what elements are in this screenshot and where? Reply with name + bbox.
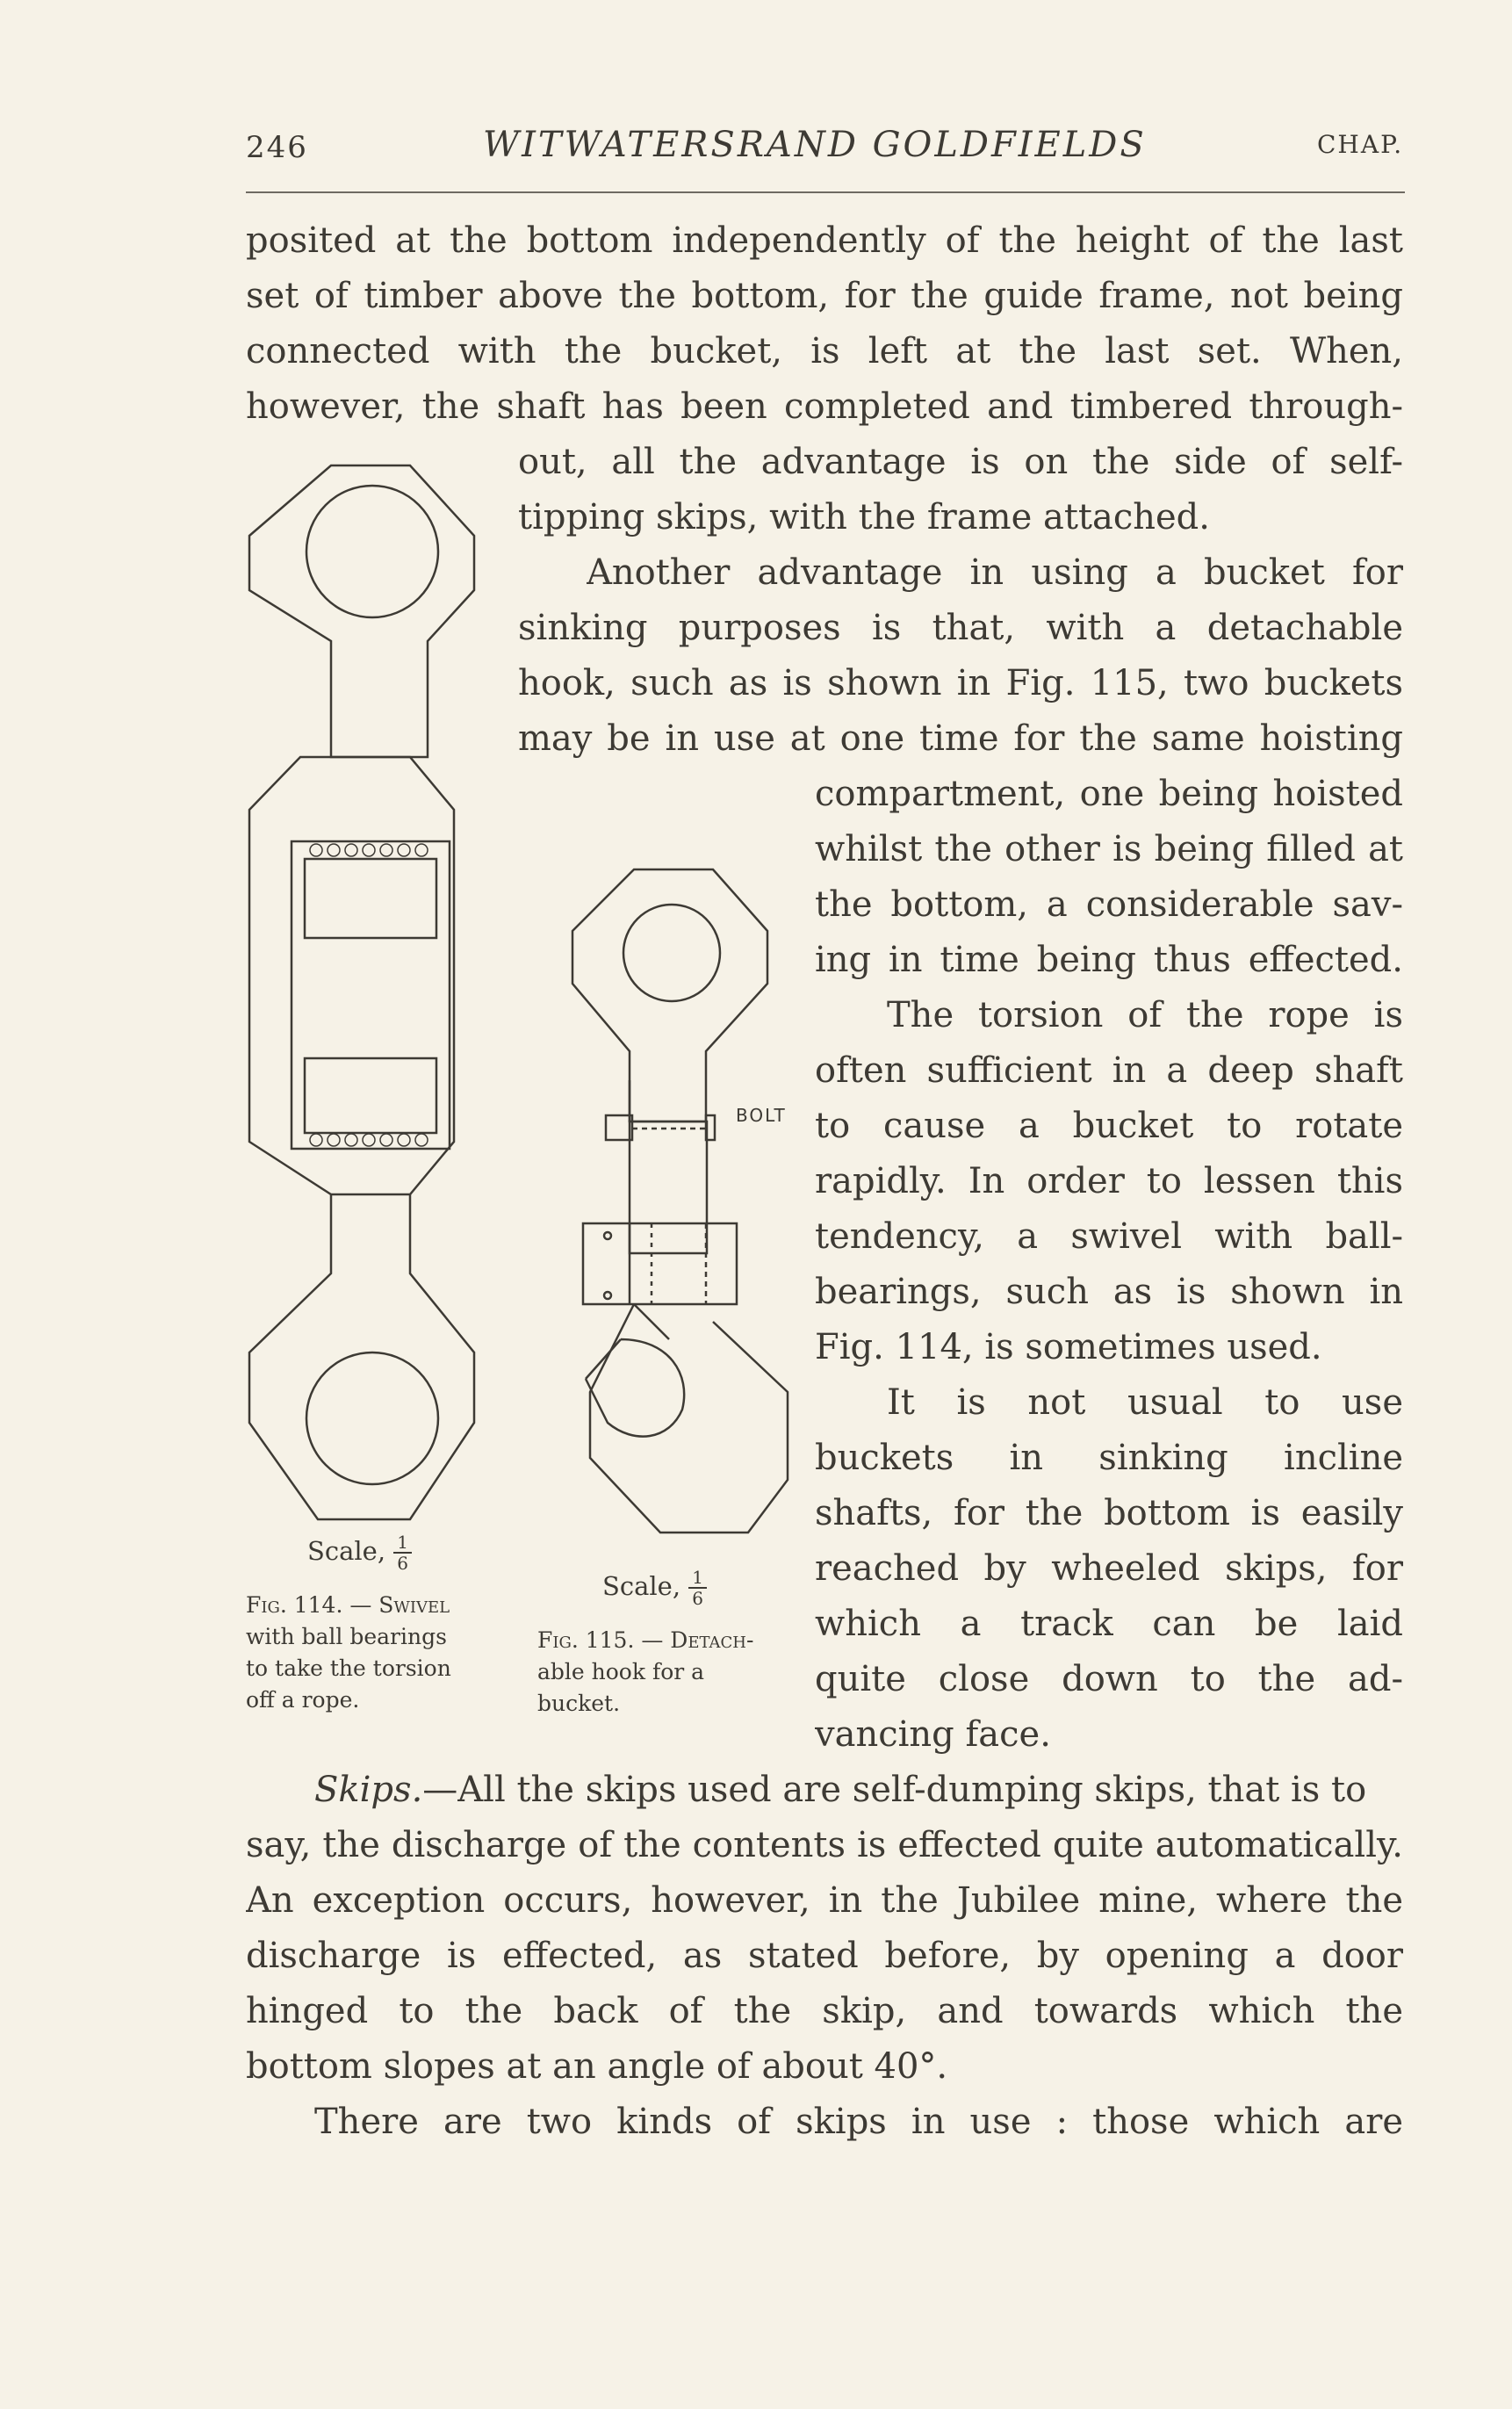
text-line: shafts, for the bottom is easily	[815, 1493, 1403, 1533]
text-line: quite close down to the ad-	[815, 1659, 1403, 1699]
fig115-scale: Scale, $\frac{1}{6}$	[602, 1568, 707, 1608]
text-line: however, the shaft has been completed and timbered through-	[246, 386, 1403, 427]
text-line: often sufficient in a deep shaft	[815, 1050, 1403, 1091]
text-line: buckets in sinking incline	[815, 1438, 1403, 1478]
text-line: whilst the other is being filled at	[815, 829, 1403, 869]
chapter-label: CHAP.	[1317, 130, 1404, 159]
fig114-scale: Scale, $\frac{1}{6}$	[307, 1533, 412, 1573]
text-line: bearings, such as is shown in	[815, 1272, 1403, 1312]
fig114-scale-fraction: $\frac{1}{6}$	[393, 1533, 412, 1573]
text-line: set of timber above the bottom, for the guide frame, not being	[246, 276, 1403, 316]
text-line: Another advantage in using a bucket for	[587, 552, 1403, 593]
text-line: may be in use at one time for the same hoisting	[518, 718, 1403, 759]
text-line: to cause a bucket to rotate	[815, 1106, 1403, 1146]
bolt-label: BOLT	[736, 1105, 787, 1126]
skips-heading: Skips.	[314, 1770, 423, 1810]
text-line: An exception occurs, however, in the Jubilee mine, where the	[246, 1880, 1403, 1921]
text-line	[314, 1763, 1403, 1818]
text-line: vancing face.	[815, 1714, 1051, 1755]
text-line: posited at the bottom independently of the height of the last	[246, 220, 1403, 261]
text-line: hook, such as is shown in Fig. 115, two buckets	[518, 663, 1403, 703]
detachable-hook-diagram	[537, 847, 801, 1550]
text-line: reached by wheeled skips, for	[815, 1548, 1403, 1589]
fig115-scale-fraction: $\frac{1}{6}$	[688, 1568, 707, 1608]
page-number: 246	[246, 130, 308, 165]
text-line: connected with the bucket, is left at the last set. When,	[246, 331, 1403, 371]
text-line: The torsion of the rope is	[887, 995, 1403, 1035]
fig114-caption: Fig. 114. — Swivel with ball bearings to take the torsion off a rope.	[246, 1592, 451, 1713]
text-line: tipping skips, with the frame attached.	[518, 497, 1210, 537]
text-line: say, the discharge of the contents is effected quite automatically.	[246, 1825, 1403, 1865]
text-line: tendency, a swivel with ball-	[815, 1216, 1403, 1257]
text-line: bottom slopes at an angle of about 40°.	[246, 2046, 948, 2087]
text-line: hinged to the back of the skip, and towards which the	[246, 1991, 1403, 2031]
header-rule	[246, 191, 1405, 193]
swivel-ball-bearing-diagram	[239, 439, 502, 1528]
text-line: the bottom, a considerable sav-	[815, 884, 1403, 925]
text-line: rapidly. In order to lessen this	[815, 1161, 1403, 1201]
text-line: discharge is effected, as stated before, by opening a door	[246, 1936, 1403, 1976]
text-line: There are two kinds of skips in use : those which are	[314, 2102, 1403, 2142]
skips-text: —All the skips used are self-dumping skips, that is to	[422, 1770, 1367, 1810]
text-line: ing in time being thus effected.	[815, 940, 1403, 980]
text-line: out, all the advantage is on the side of self-	[518, 442, 1403, 482]
text-line: sinking purposes is that, with a detachable	[518, 608, 1403, 648]
running-title: WITWATERSRAND GOLDFIELDS	[483, 125, 1147, 165]
text-line: compartment, one being hoisted	[815, 774, 1403, 814]
fig115-caption: Fig. 115. — Detach- able hook for a bucket.	[537, 1627, 754, 1716]
text-line: Fig. 114, is sometimes used.	[815, 1327, 1322, 1367]
text-line: which a track can be laid	[815, 1604, 1403, 1644]
text-line: It is not usual to use	[887, 1382, 1403, 1423]
